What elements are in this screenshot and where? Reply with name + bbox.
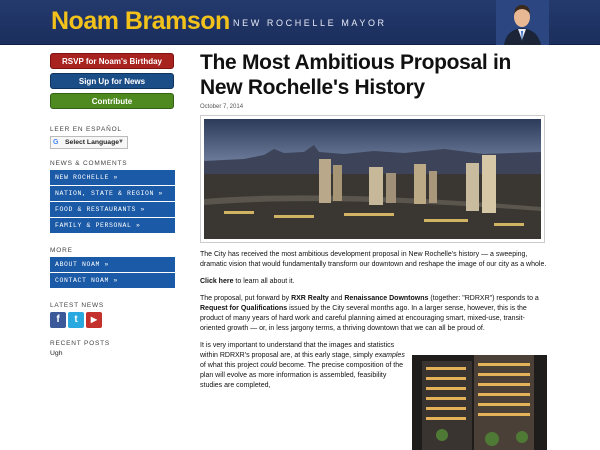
nav-contact-noam[interactable]: CONTACT NOAM » xyxy=(50,273,175,289)
mayor-portrait xyxy=(496,0,549,45)
p3-text-and: and xyxy=(328,295,345,302)
p4-text-c: become. The precise composition of the plan will evolve as more information is assembled, feasibility studies are completed, xyxy=(200,362,403,389)
post-paragraph-3 xyxy=(200,294,550,334)
twitter-icon[interactable]: t xyxy=(68,312,84,328)
rsvp-birthday-button[interactable]: RSVP for Noam's Birthday xyxy=(50,53,174,69)
nav-family-personal[interactable]: FAMILY & PERSONAL » xyxy=(50,218,175,234)
sidebar xyxy=(50,53,175,357)
p3-text-b: (together: "RDRXR") responds to a xyxy=(428,295,539,302)
recent-posts-title: RECENT POSTS xyxy=(50,340,111,347)
contribute-button[interactable]: Contribute xyxy=(50,93,174,109)
post-content xyxy=(200,50,550,391)
click-here-link[interactable]: Click here xyxy=(200,278,234,285)
more-section-title: MORE xyxy=(50,247,73,254)
p4-could: could xyxy=(260,362,278,369)
p4-text-a: It is very important to understand that the images and statistics within RDRXR's proposal are, at this early stage, simply xyxy=(200,342,395,359)
facebook-icon[interactable]: f xyxy=(50,312,66,328)
p3-text-a: The proposal, put forward by xyxy=(200,295,292,302)
hero-image[interactable] xyxy=(200,115,545,243)
rendering-thumbnail[interactable] xyxy=(412,355,547,450)
language-select[interactable] xyxy=(50,136,128,149)
social-links xyxy=(50,312,175,328)
nav-about-noam[interactable]: ABOUT NOAM » xyxy=(50,257,175,273)
news-nav xyxy=(50,170,175,234)
post-paragraph-1: The City has received the most ambitious development proposal in New Rochelle's history — a sweeping, dramatic vision that would fundamentally transform our downtown and reshape the image of our city as a whole. xyxy=(200,251,547,268)
nav-new-rochelle[interactable]: NEW ROCHELLE » xyxy=(50,170,175,186)
sign-up-news-button[interactable]: Sign Up for News xyxy=(50,73,174,89)
post-title[interactable]: The Most Ambitious Proposal in New Rochelle's History xyxy=(200,51,512,99)
youtube-icon[interactable]: ▶ xyxy=(86,312,102,328)
site-header xyxy=(0,0,600,45)
more-nav xyxy=(50,257,175,289)
p4-text-b: of what this project xyxy=(200,362,261,369)
chevron-down-icon: ▼ xyxy=(118,139,124,145)
news-section-title: NEWS & COMMENTS xyxy=(50,160,128,167)
p4-examples: examples xyxy=(374,352,405,359)
nav-food-restaurants[interactable]: FOOD & RESTAURANTS » xyxy=(50,202,175,218)
post-date: October 7, 2014 xyxy=(200,104,244,110)
language-section-title: LEER EN ESPAÑOL xyxy=(50,126,122,133)
site-tagline: NEW ROCHELLE MAYOR xyxy=(233,18,387,28)
post-paragraph-2 xyxy=(200,277,550,287)
site-logo-name[interactable]: Noam Bramson xyxy=(51,7,230,35)
recent-post-link[interactable]: Ugh xyxy=(50,350,63,357)
nav-nation-state-region[interactable]: NATION, STATE & REGION » xyxy=(50,186,175,202)
rxr-realty-link[interactable]: RXR Realty xyxy=(291,295,329,302)
post-paragraph-4 xyxy=(200,341,405,391)
renaissance-downtowns-link[interactable]: Renaissance Downtowns xyxy=(344,295,429,302)
p3-text-c: issued by the City several months ago. In a larger sense, however, this is the product of many years of hard work and careful planning aimed at encouraging smart, mixed-use, transit-oriented growth — or, in less jargony terms, a thriving downtown that we can all be proud of. xyxy=(200,305,527,332)
latest-news-title: LATEST NEWS xyxy=(50,302,105,309)
rfq-link[interactable]: Request for Qualifications xyxy=(200,305,288,312)
post-paragraph-2-text: to learn all about it. xyxy=(233,278,295,285)
google-icon: G xyxy=(53,139,59,146)
language-select-label: Select Language xyxy=(65,139,120,146)
